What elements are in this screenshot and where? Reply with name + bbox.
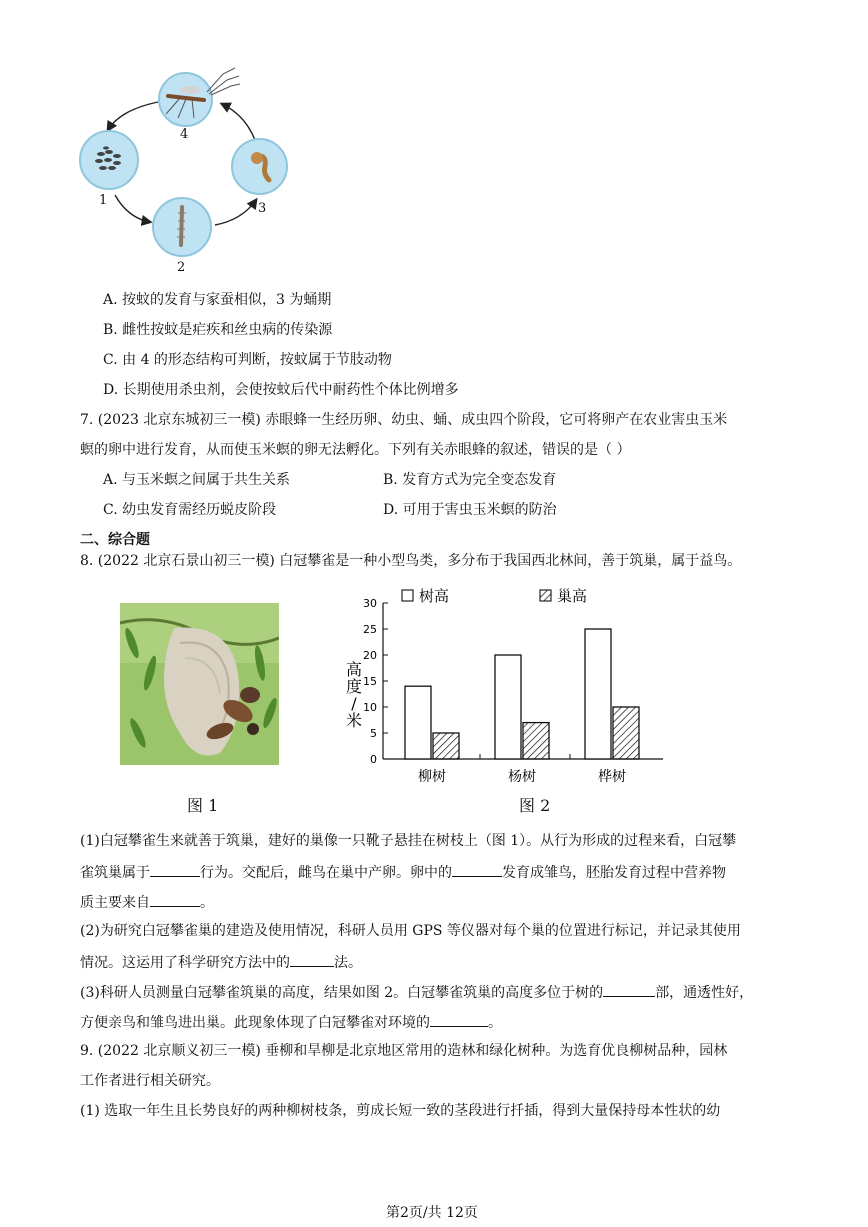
x-tick-label: 杨树 xyxy=(508,769,536,785)
q7-stem-line1: 7. (2023 北京东城初三一模) 赤眼蜂一生经历卵、幼虫、蛹、成虫四个阶段，它可将卵产在农业害虫玉米 xyxy=(80,412,728,428)
nest-photo xyxy=(120,603,279,765)
mosquito-adult-icon xyxy=(160,74,211,125)
q7-stem-line2: 螟的卵中进行发育，从而使玉米螟的卵无法孵化。下列有关赤眼蜂的叙述，错误的是（ ） xyxy=(80,442,631,458)
answer-blank-3[interactable] xyxy=(150,891,200,907)
stage-circle-1 xyxy=(79,130,139,190)
bar-nest-height xyxy=(433,733,459,759)
q8-part3-text-d: 。 xyxy=(488,1015,502,1031)
answer-blank-4[interactable] xyxy=(290,951,334,967)
y-tick-label: 30 xyxy=(363,597,377,610)
q8-part2-line2 xyxy=(80,951,362,973)
arrow-3-to-4 xyxy=(222,104,255,140)
stage-circle-3 xyxy=(231,138,288,195)
q8-part2-text-a: 情况。这运用了科学研究方法中的 xyxy=(80,955,290,971)
mosquito-larva-icon xyxy=(154,199,210,255)
q8-part2-text-b: 法。 xyxy=(334,955,362,971)
x-tick-label: 柳树 xyxy=(418,769,446,785)
q8-part3-line1 xyxy=(80,981,753,1003)
q7-option-d: D. 可用于害虫玉米螟的防治 xyxy=(383,502,557,518)
bar-nest-height xyxy=(613,707,639,759)
mosquito-pupa-icon xyxy=(233,140,286,193)
stage-circle-2 xyxy=(152,197,212,257)
y-axis-label-char: / xyxy=(351,694,357,713)
bar-chart xyxy=(340,585,680,790)
q7-option-b: B. 发育方式为完全变态发育 xyxy=(383,472,557,488)
y-tick-label: 0 xyxy=(370,753,377,766)
q8-part1-line1: (1)白冠攀雀生来就善于筑巢，建好的巢像一只靴子悬挂在树枝上（图 1）。从行为形成的过程来看，白冠攀 xyxy=(80,833,737,849)
q9-stem-line1: 9. (2022 北京顺义初三一模) 垂柳和旱柳是北京地区常用的造林和绿化树种。为选育优良柳树品种，园林 xyxy=(80,1043,728,1059)
q9-part1-line1: (1) 选取一年生且长势良好的两种柳树枝条，剪成长短一致的茎段进行扦插，得到大量保持母本性状的幼 xyxy=(80,1103,721,1119)
stage-label-3: 3 xyxy=(258,201,267,216)
stage-label-1: 1 xyxy=(99,193,108,208)
q8-part1-text-d: 质主要来自 xyxy=(80,895,150,911)
q8-part1-text-a: 雀筑巢属于 xyxy=(80,865,150,881)
y-axis-label-char: 高 xyxy=(345,660,363,679)
q8-part1-text-b: 行为。交配后，雌鸟在巢中产卵。卵中的 xyxy=(200,865,452,881)
figure-2-caption: 图 2 xyxy=(519,796,551,815)
bar-nest-height xyxy=(523,723,549,759)
q8-part1-line3 xyxy=(80,891,214,913)
q6-option-d: D. 长期使用杀虫剂，会使按蚊后代中耐药性个体比例增多 xyxy=(103,382,459,398)
y-tick-label: 15 xyxy=(363,675,377,688)
y-tick-label: 5 xyxy=(370,727,377,740)
bar-tree-height xyxy=(585,629,611,759)
arrow-1-to-2 xyxy=(115,195,150,222)
figure-1-caption: 图 1 xyxy=(187,796,219,815)
q6-option-b: B. 雌性按蚊是疟疾和丝虫病的传染源 xyxy=(103,322,333,338)
q8-part1-text-c: 发育成雏鸟，胚胎发育过程中营养物 xyxy=(502,865,726,881)
bar-tree-height xyxy=(405,686,431,759)
q8-part3-text-c: 方便亲鸟和雏鸟进出巢。此现象体现了白冠攀雀对环境的 xyxy=(80,1015,430,1031)
y-tick-label: 10 xyxy=(363,701,377,714)
q6-option-a: A. 按蚊的发育与家蚕相似，3 为蛹期 xyxy=(103,292,332,308)
q8-part1-text-e: 。 xyxy=(200,895,214,911)
legend-swatch xyxy=(540,590,551,601)
y-tick-label: 20 xyxy=(363,649,377,662)
y-axis-label-char: 米 xyxy=(345,711,363,730)
answer-blank-2[interactable] xyxy=(452,861,502,877)
q8-part2-line1: (2)为研究白冠攀雀巢的建造及使用情况，科研人员用 GPS 等仪器对每个巢的位置进行标记，并记录其使用 xyxy=(80,923,741,939)
q8-intro: 8. (2022 北京石景山初三一模) 白冠攀雀是一种小型鸟类，多分布于我国西北林间，善于筑巢，属于益鸟。 xyxy=(80,553,742,569)
answer-blank-6[interactable] xyxy=(430,1011,488,1027)
q9-stem-line2: 工作者进行相关研究。 xyxy=(80,1073,220,1089)
arrow-4-to-1 xyxy=(108,102,158,130)
mosquito-legs-icon xyxy=(205,66,241,96)
legend-label: 巢高 xyxy=(557,587,588,605)
q8-part3-line2 xyxy=(80,1011,502,1033)
stage-label-4: 4 xyxy=(180,127,189,142)
answer-blank-1[interactable] xyxy=(150,861,200,877)
answer-blank-5[interactable] xyxy=(603,981,655,997)
q7-option-a: A. 与玉米螟之间属于共生关系 xyxy=(103,472,291,488)
q8-part1-line2 xyxy=(80,861,726,883)
bird-nest-image xyxy=(120,603,279,765)
y-tick-label: 25 xyxy=(363,623,377,636)
stage-label-2: 2 xyxy=(177,260,186,275)
legend-label: 树高 xyxy=(419,587,450,605)
q6-option-c: C. 由 4 的形态结构可判断，按蚊属于节肢动物 xyxy=(103,352,392,368)
bar-tree-height xyxy=(495,655,521,759)
q8-part3-text-a: (3)科研人员测量白冠攀雀筑巢的高度，结果如图 2。白冠攀雀筑巢的高度多位于树的 xyxy=(80,985,604,1001)
y-axis-label-char: 度 xyxy=(345,677,363,696)
page-footer: 第2页/共 12页 xyxy=(386,1205,478,1221)
legend-swatch xyxy=(402,590,413,601)
mosquito-eggs-icon xyxy=(81,132,137,188)
arrow-2-to-3 xyxy=(215,200,256,225)
q7-option-c: C. 幼虫发育需经历蜕皮阶段 xyxy=(103,502,277,518)
q8-part3-text-b: 部，通透性好， xyxy=(655,985,754,1001)
section-title: 二、综合题 xyxy=(80,532,150,548)
x-tick-label: 桦树 xyxy=(598,769,626,785)
